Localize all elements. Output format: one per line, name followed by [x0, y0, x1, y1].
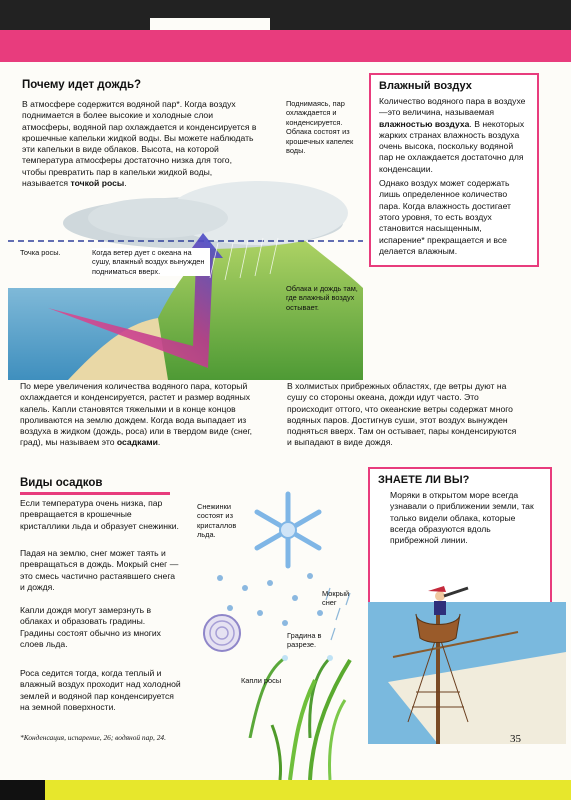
- intro-term: точкой росы: [70, 178, 125, 189]
- clouds-rain-label: Облака и дождь там, где влажный воздух остывает.: [286, 284, 358, 312]
- dew-label: Капли росы: [241, 676, 282, 685]
- footnote: *Конденсация, испарение, 26; водяной пар, 24.: [20, 733, 166, 742]
- humid-air-paragraph-2: Однако воздух может содержать лишь определенное количество пара. Когда влажность достигает этого уровня, то есть воздух становится насыщенным, испарение* прекращается и все делается влажным.: [379, 178, 511, 256]
- precipitation-end: .: [157, 437, 161, 448]
- precipitation-term: осадками: [116, 437, 158, 448]
- top-band-notch: [150, 18, 270, 30]
- humid-air-term: влажностью воздуха: [379, 118, 470, 129]
- hail-paragraph: Капли дождя могут замерзнуть в облаках и образовать градины. Градины состоят обычно из многих слоев льда.: [20, 605, 161, 649]
- hail-label: Градина в разрезе.: [287, 631, 322, 650]
- did-you-know-text: Моряки в открытом море всегда узнавали о приближении земли, так только видели облака, которые всегда образуются вдоль прибрежной линии.: [390, 490, 534, 546]
- sleet-paragraph: Падая на землю, снег может таять и превращаться в дождь. Мокрый снег — это смесь частично растаявшего снега и дождя.: [20, 548, 179, 592]
- intro-end: .: [124, 178, 127, 189]
- dew-paragraph: Роса седится тогда, когда теплый и влажный воздух проходит над холодной землей и водяной пар конденсируется на земной поверхности.: [20, 668, 181, 712]
- coastal-paragraph: В холмистых прибрежных областях, где ветры дуют на сушу со стороны океана, дожди идут часто. Это происходит оттого, что океанские ветры содержат много водяных паров. Достигнув суши, этот воздух вынужден подняться вверх. Там он остывает, пары конденсируются и выпадают в виде дождя.: [287, 381, 517, 448]
- hailstone-icon: [204, 615, 240, 651]
- section-title: Почему идет дождь?: [22, 79, 142, 91]
- precipitation-title-rule: [20, 492, 170, 495]
- snowflakes-label: Снежинки состоят из кристаллов льда.: [197, 502, 237, 540]
- bottom-dark-block: [0, 780, 45, 800]
- snow-paragraph: Если температура очень низка, пар превращается в крошечные кристаллики льда и образует снежинки.: [20, 498, 179, 531]
- ship-illustration: [368, 562, 566, 744]
- precipitation-title: Виды осадков: [20, 477, 103, 489]
- bottom-yellow-band: [0, 780, 571, 800]
- humid-air-paragraph-1: [379, 96, 529, 175]
- sleet-label: Мокрый снег: [322, 589, 350, 608]
- rising-label: Поднимаясь, пар охлаждается и конденсируется. Облака состоят из крошечных капелек воды.: [286, 99, 354, 156]
- intro-text: В атмосфере содержится водяной пар*. Когда воздух поднимается в более высокие и холодные слои атмосферы, водяной пар охлаждается и конденсируется в крошечные капельки жидкой воды. Вы можете наблюдать эти капельки в виде облаков. Высота, на которой температура атмосферы достаточно низка для того, чтобы превратить пар в капельки жидкой воды, называется: [22, 99, 257, 189]
- precipitation-paragraph: [20, 381, 270, 449]
- did-you-know-title: ЗНАЕТЕ ЛИ ВЫ?: [378, 474, 470, 486]
- precipitation-text: По мере увеличения количества водяного пара, который охлаждается и конденсируется, растет и размер водяных капель. Капли становятся тяжелыми и в конце концов проливаются на землю дождем. Когда вода выпадает из воздуха в жидком (дождь, роса) или в твердом виде (снег, град), мы называем это: [20, 381, 253, 448]
- humid-air-box: [369, 73, 539, 267]
- grass-illustration: [270, 640, 380, 780]
- dew-point-label: Точка росы.: [20, 248, 61, 257]
- wind-label: Когда ветер дует с океана на сушу, влажный воздух вынужден подниматься вверх.: [92, 248, 210, 276]
- page-number: 35: [510, 733, 521, 745]
- humid-air-text: Количество водяного пара в воздухе—это величина, называемая: [379, 96, 526, 118]
- snowflake-icon: [257, 494, 319, 566]
- humid-air-title: Влажный воздух: [379, 80, 472, 92]
- top-dark-band: [0, 0, 571, 30]
- pink-header-band: [0, 30, 571, 62]
- humid-air-text-end: . В некоторых жарких странах влажность воздуха очень высока, поскольку водяной пар не охлаждается достаточно для конденсации.: [379, 118, 525, 174]
